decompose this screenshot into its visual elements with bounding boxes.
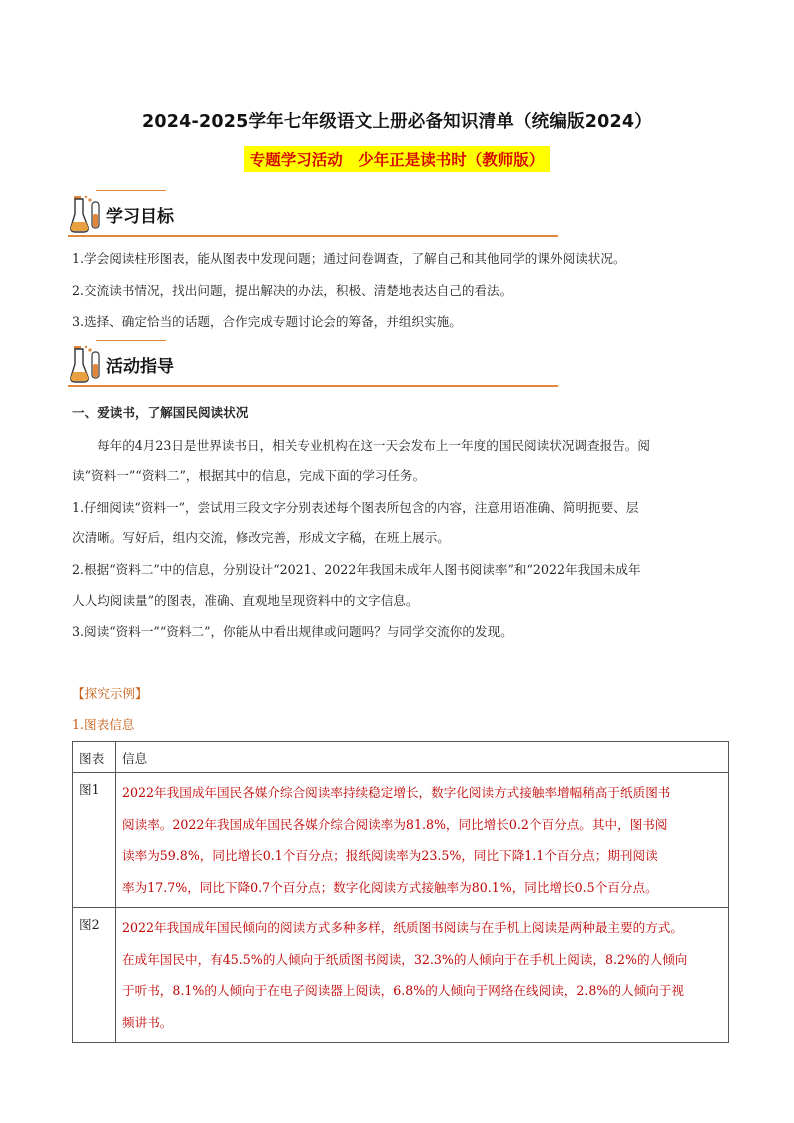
task-2-line-1: 2.根据“资料二”中的信息，分别设计“2021、2022年我国未成年人图书阅读率”和“2022年我国未成年 bbox=[72, 562, 641, 577]
goal-item-2: 2.交流读书情况，找出问题，提出解决的办法，积极、清楚地表达自己的看法。 bbox=[72, 283, 513, 298]
info-line: 阅读率。2022年我国成年国民各媒介综合阅读率为81.8%，同比增长0.2个百分点。其中，图书阅 bbox=[122, 816, 668, 832]
section-heading-guide: 活动指导 bbox=[106, 357, 174, 377]
document-subtitle: 专题学习活动 少年正是读书时（教师版） bbox=[244, 146, 551, 172]
section-header-guide bbox=[68, 340, 558, 386]
chart-info-table bbox=[72, 741, 729, 1043]
table-header-chart: 图表 bbox=[73, 742, 116, 773]
info-line: 频讲书。 bbox=[122, 1014, 173, 1030]
intro-line-1: 每年的4月23日是世界读书日，相关专业机构在这一天会发布上一年度的国民阅读状况调查报告。阅 bbox=[97, 438, 650, 453]
table-header-row bbox=[73, 742, 729, 773]
lab-flask-icon bbox=[70, 194, 104, 234]
goal-item-3: 3.选择、确定恰当的话题，合作完成专题讨论会的筹备，并组织实施。 bbox=[72, 314, 462, 329]
table-header-info: 信息 bbox=[116, 742, 729, 773]
info-line: 读率为59.8%，同比增长0.1个百分点；报纸阅读率为23.5%，同比下降1.1个百分点；期刊阅读 bbox=[122, 848, 658, 863]
info-line: 于听书，8.1%的人倾向于在电子阅读器上阅读，6.8%的人倾向于网络在线阅读，2.8%的人倾向于视 bbox=[122, 983, 684, 998]
table-cell-chart-name: 图1 bbox=[73, 773, 116, 908]
document-title: 2024-2025学年七年级语文上册必备知识清单（统编版2024） bbox=[142, 112, 652, 132]
intro-line-2: 读“资料一”“资料二”，根据其中的信息，完成下面的学习任务。 bbox=[72, 468, 426, 483]
part-title: 一、爱读书，了解国民阅读状况 bbox=[72, 405, 249, 420]
section-bottom-rule bbox=[68, 385, 558, 387]
info-line: 2022年我国成年国民各媒介综合阅读率持续稳定增长，数字化阅读方式接触率增幅稍高于纸质图书 bbox=[122, 785, 671, 800]
table-cell-chart-name: 图2 bbox=[73, 908, 116, 1043]
table-cell-info bbox=[116, 773, 729, 908]
section-top-rule bbox=[96, 190, 166, 191]
table-cell-info bbox=[116, 908, 729, 1043]
table-row bbox=[73, 773, 729, 908]
section-header-goals bbox=[68, 190, 558, 236]
task-3: 3.阅读“资料一”“资料二”，你能从中看出规律或问题吗？与同学交流你的发现。 bbox=[72, 624, 513, 639]
task-1-line-2: 次清晰。写好后，组内交流，修改完善，形成文字稿，在班上展示。 bbox=[72, 530, 450, 545]
info-line: 在成年国民中，有45.5%的人倾向于纸质图书阅读，32.3%的人倾向于在手机上阅读，8.2%的人倾向 bbox=[122, 951, 688, 967]
task-2-line-2: 人人均阅读量”的图表，准确、直观地呈现资料中的文字信息。 bbox=[72, 593, 419, 608]
table-row bbox=[73, 908, 729, 1043]
subtitle-wrapper bbox=[0, 146, 794, 172]
example-sub-label: 1.图表信息 bbox=[72, 717, 135, 732]
section-bottom-rule bbox=[68, 235, 558, 237]
example-label: 【探究示例】 bbox=[72, 686, 148, 701]
info-line: 2022年我国成年国民倾向的阅读方式多种多样，纸质图书阅读与在手机上阅读是两种最主要的方式。 bbox=[122, 920, 683, 935]
info-line: 率为17.7%，同比下降0.7个百分点；数字化阅读方式接触率为80.1%，同比增长0.5个百分点。 bbox=[122, 879, 658, 895]
goal-item-1: 1.学会阅读柱形图表，能从图表中发现问题；通过问卷调查，了解自己和其他同学的课外阅读状况。 bbox=[72, 251, 626, 266]
section-heading-goals: 学习目标 bbox=[106, 207, 174, 227]
lab-flask-icon bbox=[70, 344, 104, 384]
task-1-line-1: 1.仔细阅读“资料一”，尝试用三段文字分别表述每个图表所包含的内容，注意用语准确、简明扼要、层 bbox=[72, 500, 639, 515]
section-top-rule bbox=[96, 340, 166, 341]
